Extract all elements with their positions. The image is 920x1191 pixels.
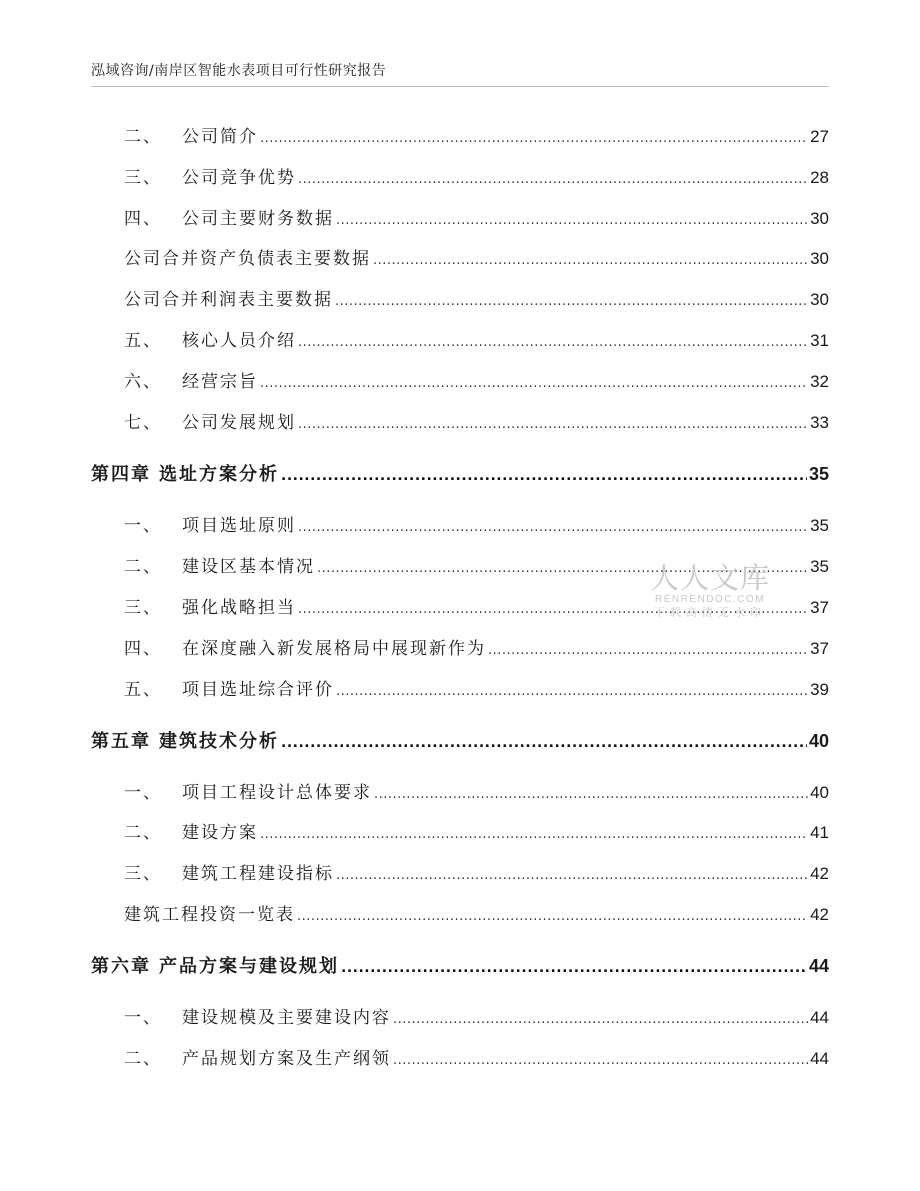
toc-chapter-row[interactable]	[91, 460, 829, 486]
toc-dot-leader	[393, 1012, 808, 1027]
toc-entry-number: 一、	[124, 1008, 162, 1028]
toc-entry-title: 公司合并利润表主要数据	[124, 290, 333, 310]
toc-entry-number: 二、	[124, 823, 162, 843]
toc-dot-leader	[488, 643, 808, 658]
toc-dot-leader	[281, 468, 807, 484]
toc-page-number: 30	[810, 209, 829, 228]
toc-entry-number: 四、	[124, 639, 162, 659]
toc-entry-number: 七、	[124, 413, 162, 433]
toc-entry-title: 公司竞争优势	[182, 168, 296, 188]
toc-page-number: 40	[810, 783, 829, 802]
toc-dot-leader	[393, 1053, 808, 1068]
toc-dot-leader	[298, 335, 808, 350]
toc-section-row[interactable]	[124, 675, 829, 701]
toc-page-number: 28	[810, 168, 829, 187]
toc-page-number: 39	[810, 680, 829, 699]
toc-entry-title: 项目工程设计总体要求	[182, 783, 372, 803]
toc-section-row[interactable]	[124, 1044, 829, 1070]
toc-entry-number: 二、	[124, 557, 162, 577]
toc-section-row[interactable]	[124, 818, 829, 844]
header-divider	[91, 86, 829, 87]
toc-entry-title: 产品方案与建设规划	[159, 956, 339, 977]
toc-page-number: 40	[808, 731, 829, 751]
watermark-url: RENRENDOC.COM	[654, 594, 766, 605]
toc-page-number: 41	[810, 823, 829, 842]
toc-entry-title: 公司主要财务数据	[182, 209, 334, 229]
toc-page-number: 35	[810, 516, 829, 535]
toc-dot-leader	[373, 253, 808, 268]
toc-dot-leader	[341, 960, 807, 976]
toc-dot-leader	[297, 909, 808, 924]
toc-section-row[interactable]	[124, 1003, 829, 1029]
toc-entry-title: 经营宗旨	[182, 372, 258, 392]
toc-section-row[interactable]	[124, 163, 829, 189]
page-header: 泓域咨询/南岸区智能水表项目可行性研究报告	[91, 63, 387, 79]
toc-dot-leader	[298, 172, 808, 187]
toc-section-row[interactable]	[124, 408, 829, 434]
toc-section-row[interactable]	[124, 244, 829, 270]
toc-dot-leader	[336, 213, 808, 228]
toc-page-number: 31	[810, 331, 829, 350]
toc-page-number: 30	[810, 290, 829, 309]
watermark-tagline: 下载高清无水印	[654, 606, 766, 619]
toc-section-row[interactable]	[124, 634, 829, 660]
toc-dot-leader	[335, 294, 808, 309]
toc-entry-number: 五、	[124, 331, 162, 351]
toc-section-row[interactable]	[124, 204, 829, 230]
toc-page-number: 33	[810, 413, 829, 432]
watermark-logo-text: 人人文库	[649, 561, 770, 595]
toc-entry-title: 公司简介	[182, 127, 258, 147]
toc-entry-title: 选址方案分析	[159, 464, 279, 485]
toc-entry-number: 第四章	[91, 464, 151, 485]
toc-page-number: 35	[810, 557, 829, 576]
toc-page-number: 27	[810, 127, 829, 146]
toc-entry-number: 第五章	[91, 731, 151, 752]
toc-chapter-row[interactable]	[91, 727, 829, 753]
toc-page-number: 42	[810, 905, 829, 924]
toc-dot-leader	[281, 735, 807, 751]
toc-page-number: 35	[808, 464, 829, 484]
toc-page-number: 37	[810, 639, 829, 658]
toc-entry-title: 公司合并资产负债表主要数据	[124, 249, 371, 269]
toc-entry-number: 一、	[124, 516, 162, 536]
toc-dot-leader	[336, 684, 808, 699]
toc-entry-number: 六、	[124, 372, 162, 392]
toc-dot-leader	[336, 868, 808, 883]
toc-dot-leader	[260, 131, 808, 146]
toc-entry-number: 三、	[124, 864, 162, 884]
toc-section-row[interactable]	[124, 122, 829, 148]
toc-section-row[interactable]	[124, 778, 829, 804]
toc-section-row[interactable]	[124, 859, 829, 885]
toc-page-number: 42	[810, 864, 829, 883]
toc-entry-title: 建筑工程投资一览表	[124, 905, 295, 925]
toc-entry-number: 四、	[124, 209, 162, 229]
toc-section-row[interactable]	[124, 511, 829, 537]
toc-page-number: 44	[810, 1049, 829, 1068]
toc-entry-number: 一、	[124, 783, 162, 803]
toc-entry-title: 产品规划方案及生产纲领	[182, 1049, 391, 1069]
toc-entry-title: 强化战略担当	[182, 598, 296, 618]
toc-entry-title: 项目选址原则	[182, 516, 296, 536]
toc-entry-title: 项目选址综合评价	[182, 680, 334, 700]
toc-entry-title: 核心人员介绍	[182, 331, 296, 351]
toc-entry-number: 三、	[124, 598, 162, 618]
toc-entry-number: 第六章	[91, 956, 151, 977]
toc-entry-number: 五、	[124, 680, 162, 700]
toc-entry-title: 公司发展规划	[182, 413, 296, 433]
toc-entry-number: 二、	[124, 1049, 162, 1069]
toc-page-number: 44	[810, 1008, 829, 1027]
toc-entry-title: 建设方案	[182, 823, 258, 843]
toc-section-row[interactable]	[124, 900, 829, 926]
toc-dot-leader	[374, 787, 808, 802]
toc-page-number: 37	[810, 598, 829, 617]
toc-page-number: 30	[810, 249, 829, 268]
toc-dot-leader	[298, 520, 808, 535]
toc-entry-title: 建筑技术分析	[159, 731, 279, 752]
toc-page-number: 32	[810, 372, 829, 391]
toc-section-row[interactable]	[124, 367, 829, 393]
toc-entry-number: 二、	[124, 127, 162, 147]
toc-dot-leader	[260, 376, 808, 391]
toc-dot-leader	[260, 827, 808, 842]
toc-entry-title: 在深度融入新发展格局中展现新作为	[182, 639, 486, 659]
toc-entry-title: 建设规模及主要建设内容	[182, 1008, 391, 1028]
toc-entry-number: 三、	[124, 168, 162, 188]
toc-section-row[interactable]	[124, 285, 829, 311]
watermark	[645, 562, 775, 620]
toc-dot-leader	[298, 417, 808, 432]
toc-entry-title: 建设区基本情况	[182, 557, 315, 577]
toc-page-number: 44	[808, 956, 829, 976]
toc-section-row[interactable]	[124, 326, 829, 352]
toc-chapter-row[interactable]	[91, 952, 829, 978]
toc-entry-title: 建筑工程建设指标	[182, 864, 334, 884]
